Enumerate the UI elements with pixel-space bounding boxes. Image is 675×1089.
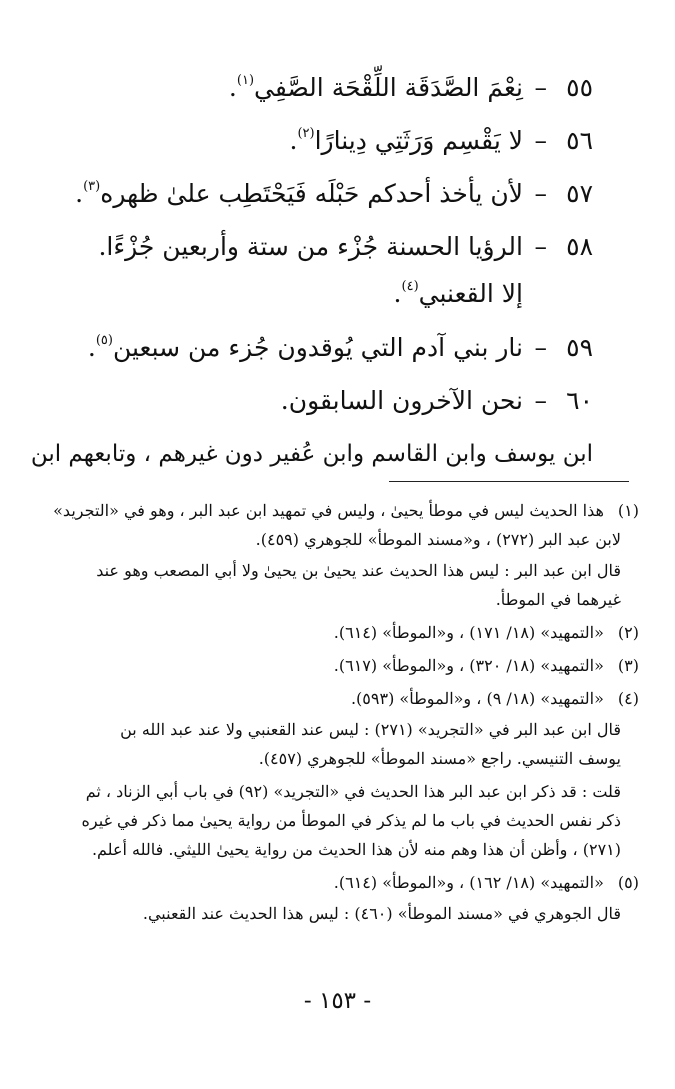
footnote-line: قال الجوهري في «مسند الموطأ» (٤٦٠) : ليس هذا الحديث عند القعنبي. (142, 904, 621, 923)
hadith-number: ٥٦ (566, 126, 593, 155)
hadith-text-body: الرؤيا الحسنة جُزْء من ستة وأربعين جُزْءًا. (98, 232, 523, 261)
separator-line (389, 481, 629, 482)
page-number: - ١٥٣ - (303, 988, 372, 1014)
footnote-note (37, 715, 639, 773)
footnote-number: (٥) (617, 873, 639, 892)
hadith-dash: – (534, 73, 547, 102)
footnote-first-line (37, 496, 639, 525)
continuation-text: إلا القعنبي (418, 279, 523, 308)
hadith-text-body: نار بني آدم التي يُوقدون جُزء من سبعين (112, 333, 523, 362)
footnote-line: قلت : قد ذكر ابن عبد البر هذا الحديث في «التجريد» (٩٢) في باب أبي الزناد ، ثم (85, 782, 621, 801)
hadith-text-body: نحن الآخرون السابقون. (280, 386, 523, 415)
hadith-55 (53, 70, 593, 106)
hadith-end: . (393, 279, 402, 308)
hadith-59 (53, 330, 593, 366)
hadith-text (229, 70, 531, 106)
hadith-text-body: نِعْمَ الصَّدَقَة اللِّقْحَة الصَّفِي (254, 73, 523, 102)
footnote-4 (37, 684, 639, 864)
footnote-line: لابن عبد البر (٢٧٢) ، و«مسند الموطأ» للجوهري (٤٥٩). (255, 530, 621, 549)
hadith-text-body: لا يَقْسِم وَرَثَتِي دِينارًا (314, 126, 523, 155)
footnote-line: غيرهما في الموطأ. (495, 590, 621, 609)
hadith-58 (53, 229, 593, 265)
footnote-line: يوسف التنيسي. راجع «مسند الموطأ» للجوهري (٤٥٧). (258, 749, 621, 768)
footnote-5 (37, 868, 639, 928)
footnote-number: (١) (617, 501, 639, 520)
hadith-text-body: لأن يأخذ أحدكم حَبْلَه فَيَحْتَطِب علىٰ ظهره (100, 179, 523, 208)
footnote-line: قال ابن عبد البر : ليس هذا الحديث عند يحيىٰ بن يحيىٰ ولا أبي المصعب وهو عند (96, 561, 621, 580)
hadith-dash: – (534, 333, 547, 362)
footnote-number: (٣) (617, 656, 639, 675)
hadith-end: . (228, 73, 237, 102)
hadith-text (75, 176, 531, 212)
footnote-number: (٤) (617, 689, 639, 708)
footnote-line: ذكر نفس الحديث في باب ما لم يذكر في الموطأ من رواية يحيىٰ مما ذكر في غيره (81, 811, 621, 830)
hadith-end: . (87, 333, 96, 362)
hadith-number: ٥٨ (566, 232, 593, 261)
footnote-ref[interactable]: (١) (236, 73, 255, 88)
footnote-1 (37, 496, 639, 614)
footnote-ref[interactable]: (٥) (95, 333, 113, 348)
footnote-ref[interactable]: (٣) (83, 179, 101, 194)
hadith-number: ٦٠ (566, 386, 593, 415)
hadith-56 (53, 123, 593, 159)
hadith-dash: – (534, 179, 547, 208)
hadith-dash: – (534, 126, 547, 155)
footnote-text: «التمهيد» (١٨/ ٣٢٠) ، و«الموطأ» (٦١٧). (333, 656, 604, 675)
hadith-end: . (289, 126, 298, 155)
footnote-note (37, 899, 639, 928)
footnote-2 (37, 618, 639, 647)
footnote-ref[interactable]: (٤) (401, 279, 419, 294)
footnote-3 (37, 651, 639, 680)
hadith-57 (53, 176, 593, 212)
hadith-text (88, 330, 531, 366)
hadith-end: . (75, 179, 84, 208)
main-text-continuation: ابن يوسف وابن القاسم وابن عُفير دون غيرهم ، وتابعهم ابن (30, 441, 593, 467)
hadith-text (281, 383, 531, 419)
footnote-text: هذا الحديث ليس في موطأ يحيىٰ ، وليس في تمهيد ابن عبد البر ، وهو في «التجريد» (53, 501, 604, 520)
footnote-text: «التمهيد» (١٨/ ١٦٢) ، و«الموطأ» (٦١٤). (333, 873, 604, 892)
hadith-text (290, 123, 532, 159)
footnote-first-line (37, 868, 639, 897)
footnote-number: (٢) (617, 623, 639, 642)
footnote-text: «التمهيد» (١٨/ ٩) ، و«الموطأ» (٥٩٣). (350, 689, 604, 708)
hadith-dash: – (534, 386, 547, 415)
footnote-note (37, 556, 639, 614)
hadith-dash: – (534, 232, 547, 261)
hadith-number: ٥٧ (566, 179, 593, 208)
footnote-note (37, 777, 639, 864)
footnote-text: «التمهيد» (١٨/ ١٧١) ، و«الموطأ» (٦١٤). (333, 623, 604, 642)
hadith-list (53, 70, 593, 436)
hadith-text (98, 229, 531, 265)
hadith-number: ٥٥ (566, 73, 593, 102)
hadith-60 (53, 383, 593, 419)
hadith-58-continuation (53, 276, 593, 312)
footnotes (37, 496, 639, 932)
hadith-number: ٥٩ (566, 333, 593, 362)
footnote-line: (٢٧١) ، وأظن أن هذا وهم منه لأن هذا الحديث من رواية يحيىٰ الليثي. فالله أعلم. (91, 840, 621, 859)
footnote-line: قال ابن عبد البر في «التجريد» (٢٧١) : ليس عند القعنبي ولا عند عبد الله بن (120, 720, 621, 739)
footnote-first-line (37, 684, 639, 713)
footnote-ref[interactable]: (٢) (297, 126, 315, 141)
